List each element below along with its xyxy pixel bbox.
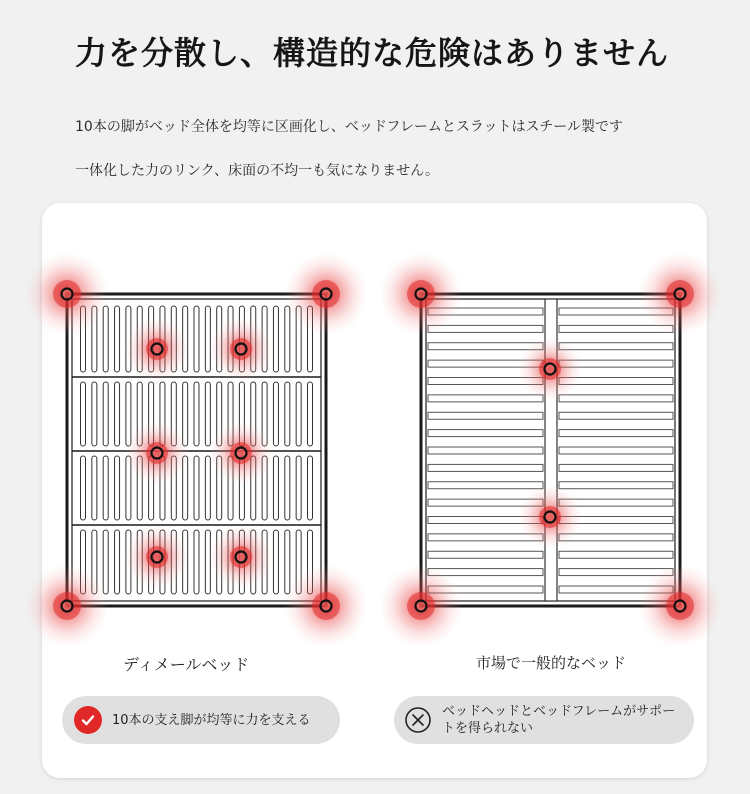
left-bed-slat	[285, 530, 290, 594]
right-bed-slat	[428, 412, 543, 419]
left-bed-slat	[115, 306, 120, 372]
left-bed-slat	[273, 382, 278, 446]
left-bed-slat	[194, 306, 199, 372]
right-note-text: ベッドヘッドとベッドフレームがサポートを得られない	[442, 704, 676, 736]
left-bed-slat	[273, 306, 278, 372]
left-bed-slat	[285, 456, 290, 520]
right-bed-slat	[428, 464, 543, 471]
left-bed-slat	[273, 530, 278, 594]
left-bed-slat	[103, 530, 108, 594]
right-bed-slat	[428, 395, 543, 402]
left-bed-slat	[103, 456, 108, 520]
right-bed-slat	[559, 395, 673, 402]
check-circle-icon	[74, 706, 102, 734]
left-bed-slat	[285, 382, 290, 446]
right-bed-slat	[428, 482, 543, 489]
description-line-2: 一体化した力のリンク、床面の不均一も気になりません。	[75, 163, 439, 179]
support-point	[152, 344, 163, 355]
support-point	[62, 289, 73, 300]
support-point	[545, 512, 556, 523]
right-bed-slat	[559, 464, 673, 471]
left-bed-slat	[194, 456, 199, 520]
right-bed-slat	[428, 430, 543, 437]
support-point	[321, 601, 332, 612]
support-point	[152, 552, 163, 563]
left-bed-slat	[308, 382, 313, 446]
left-bed-slat	[296, 456, 301, 520]
left-bed-slat	[273, 456, 278, 520]
left-bed-slat	[92, 456, 97, 520]
left-bed-slat	[115, 530, 120, 594]
left-bed-slat	[194, 382, 199, 446]
dimeru-bed-diagram	[67, 294, 326, 606]
right-note-pill	[394, 696, 694, 744]
support-point	[416, 601, 427, 612]
right-bed-slat	[559, 551, 673, 558]
left-bed-slat	[285, 306, 290, 372]
support-point	[675, 601, 686, 612]
right-bed-slat	[428, 551, 543, 558]
left-bed-slat	[81, 456, 86, 520]
left-bed-slat	[103, 382, 108, 446]
right-bed-slat	[559, 343, 673, 350]
left-bed-slat	[194, 530, 199, 594]
right-bed-slat	[559, 447, 673, 454]
left-bed-slat	[81, 382, 86, 446]
right-bed-slat	[559, 430, 673, 437]
support-point	[416, 289, 427, 300]
left-bed-slat	[205, 456, 210, 520]
left-note-pill	[62, 696, 340, 744]
description-line-1: 10本の脚がベッド全体を均等に区画化し、ベッドフレームとスラットはスチール製です	[75, 119, 623, 135]
left-bed-slat	[92, 382, 97, 446]
right-bed-slat	[559, 482, 673, 489]
x-circle-icon	[404, 706, 432, 734]
support-point	[675, 289, 686, 300]
support-point	[236, 552, 247, 563]
left-bed-slat	[296, 382, 301, 446]
left-note-text: 10本の支え脚が均等に力を支える	[112, 712, 311, 728]
right-bed-slat	[559, 412, 673, 419]
left-bed-slat	[115, 382, 120, 446]
left-bed-slat	[308, 456, 313, 520]
support-point	[152, 448, 163, 459]
left-bed-slat	[115, 456, 120, 520]
left-bed-slat	[103, 306, 108, 372]
support-point	[236, 448, 247, 459]
left-bed-slat	[205, 306, 210, 372]
support-point	[321, 289, 332, 300]
caption-right: 市場で一般的なベッド	[476, 654, 627, 672]
support-point	[62, 601, 73, 612]
caption-left: ディメールベッド	[123, 655, 250, 674]
right-bed-slat	[428, 447, 543, 454]
support-point	[545, 364, 556, 375]
headline: 力を分散し、構造的な危険はありません	[75, 34, 670, 72]
left-bed-slat	[205, 382, 210, 446]
support-point	[236, 344, 247, 355]
